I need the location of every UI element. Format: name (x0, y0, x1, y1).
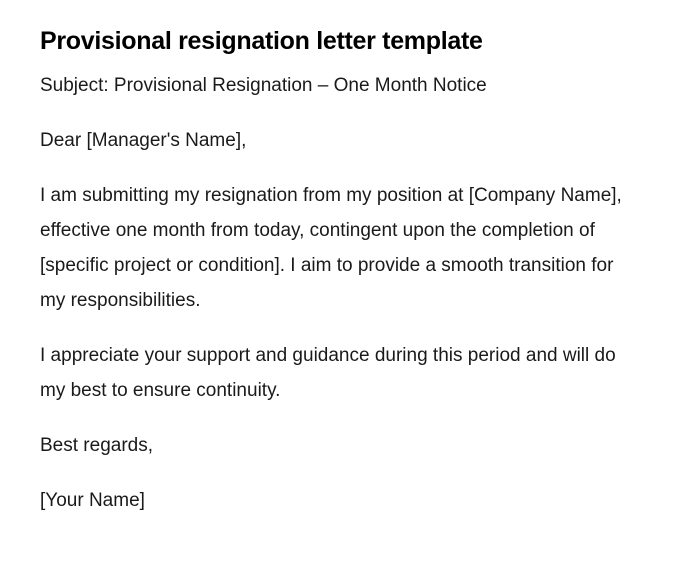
body-paragraph-1: I am submitting my resignation from my position at [Company Name], effective one month from today, contingent upon the completion of [specific project or condition]. I aim to provide a smooth transition for my responsibilities. (40, 185, 622, 311)
letter-document (40, 24, 640, 538)
salutation: Dear [Manager's Name], (40, 130, 247, 151)
signature-placeholder: [Your Name] (40, 490, 145, 511)
closing: Best regards, (40, 435, 153, 456)
document-title: Provisional resignation letter template (40, 27, 483, 55)
subject-line: Subject: Provisional Resignation – One Month Notice (40, 75, 487, 96)
body-paragraph-2: I appreciate your support and guidance during this period and will do my best to ensure continuity. (40, 345, 616, 401)
